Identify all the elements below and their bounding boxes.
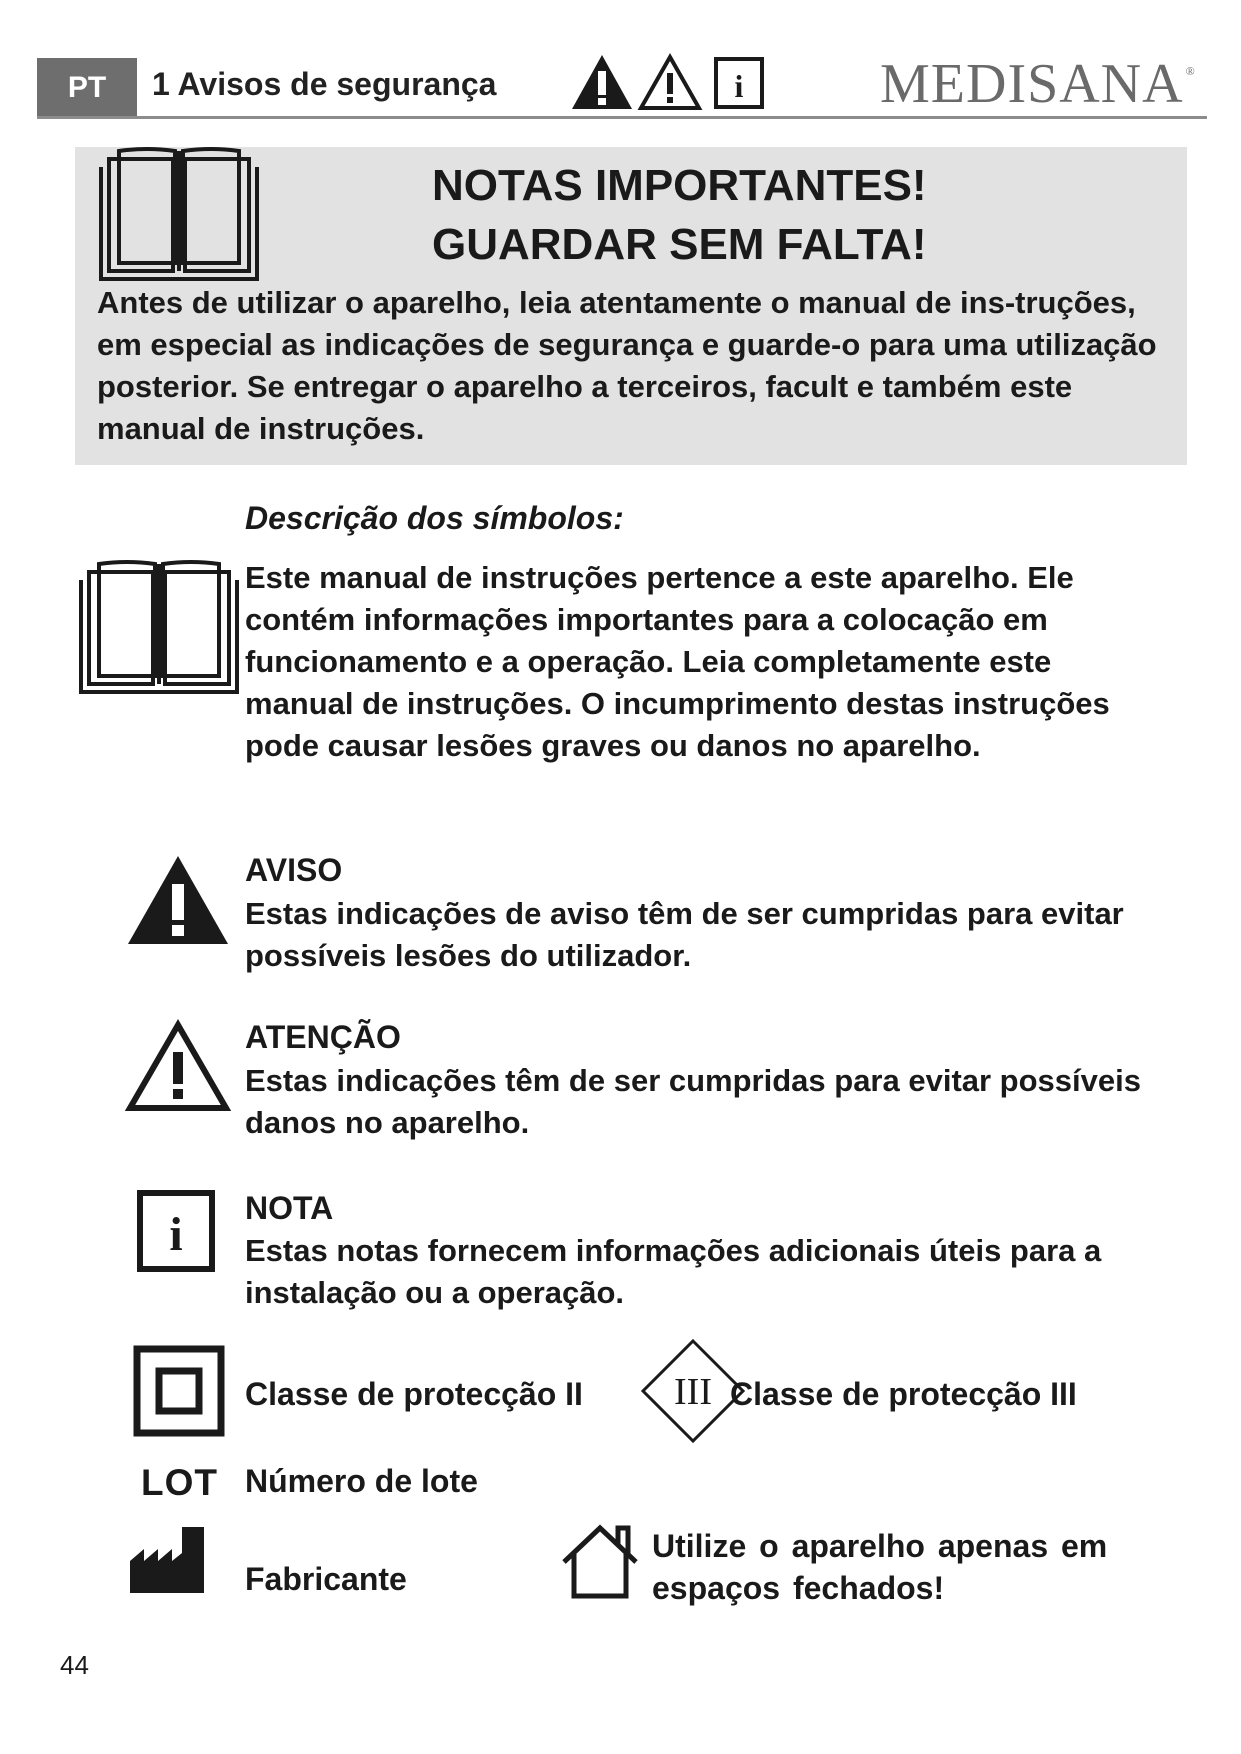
- note-label: NOTA: [245, 1190, 334, 1226]
- caution-description: Estas indicações têm de ser cumpridas para evitar possíveis danos no aparelho.: [245, 1063, 1141, 1140]
- note-description: Estas notas fornecem informações adicionais úteis para a instalação ou a operação.: [245, 1233, 1102, 1310]
- header-divider: [37, 116, 1207, 119]
- svg-text:i: i: [169, 1208, 183, 1261]
- warning-filled-icon: [126, 854, 230, 946]
- symbols-heading: Descrição dos símbolos:: [245, 500, 624, 536]
- caution-label: ATENÇÃO: [245, 1019, 401, 1055]
- warning-outline-icon: [638, 53, 702, 111]
- svg-text:III: III: [674, 1371, 712, 1413]
- house-icon: [560, 1524, 642, 1600]
- lot-label: Número de lote: [245, 1463, 478, 1499]
- class-iii-label: Classe de protecção III: [730, 1376, 1077, 1412]
- page-number: 44: [60, 1650, 89, 1680]
- important-body: Antes de utilizar o aparelho, leia atentamente o manual de ins-truções, em especial as indicações de segurança e guarde-o para uma utilização posterior. Se entregar o aparelho a terceiros, facult e também este manual de instruções.: [97, 285, 1157, 446]
- info-icon: [714, 57, 764, 109]
- class-ii-label: Classe de protecção II: [245, 1376, 583, 1412]
- manual-book-icon: [77, 558, 242, 696]
- warning-description: Estas indicações de aviso têm de ser cumpridas para evitar possíveis lesões do utilizador.: [245, 896, 1124, 973]
- manual-book-icon: [97, 147, 262, 282]
- factory-icon: [128, 1525, 206, 1595]
- manufacturer-label: Fabricante: [245, 1561, 407, 1597]
- section-title: 1 Avisos de segurança: [152, 66, 497, 102]
- svg-text:i: i: [734, 68, 744, 104]
- lot-icon: LOT: [141, 1462, 218, 1503]
- warning-label: AVISO: [245, 852, 343, 888]
- manual-description: Este manual de instruções pertence a este aparelho. Ele contém informações importantes para a colocação em funcionamento e a operação. Leia completamente este manual de instruções. O incumprimento destas instruções pode causar lesões graves ou danos no aparelho.: [245, 560, 1110, 763]
- brand-logo: MEDISANA ®: [880, 53, 1196, 115]
- language-tab: PT: [37, 58, 137, 118]
- warning-outline-icon: [126, 1020, 230, 1112]
- important-title: NOTAS IMPORTANTES! GUARDAR SEM FALTA!: [432, 161, 927, 269]
- indoor-use-text: Utilize o aparelho apenas em espaços fechados!: [652, 1528, 1108, 1606]
- info-icon: [137, 1190, 215, 1272]
- warning-filled-icon: [570, 53, 634, 111]
- protection-class-ii-icon: [133, 1345, 225, 1437]
